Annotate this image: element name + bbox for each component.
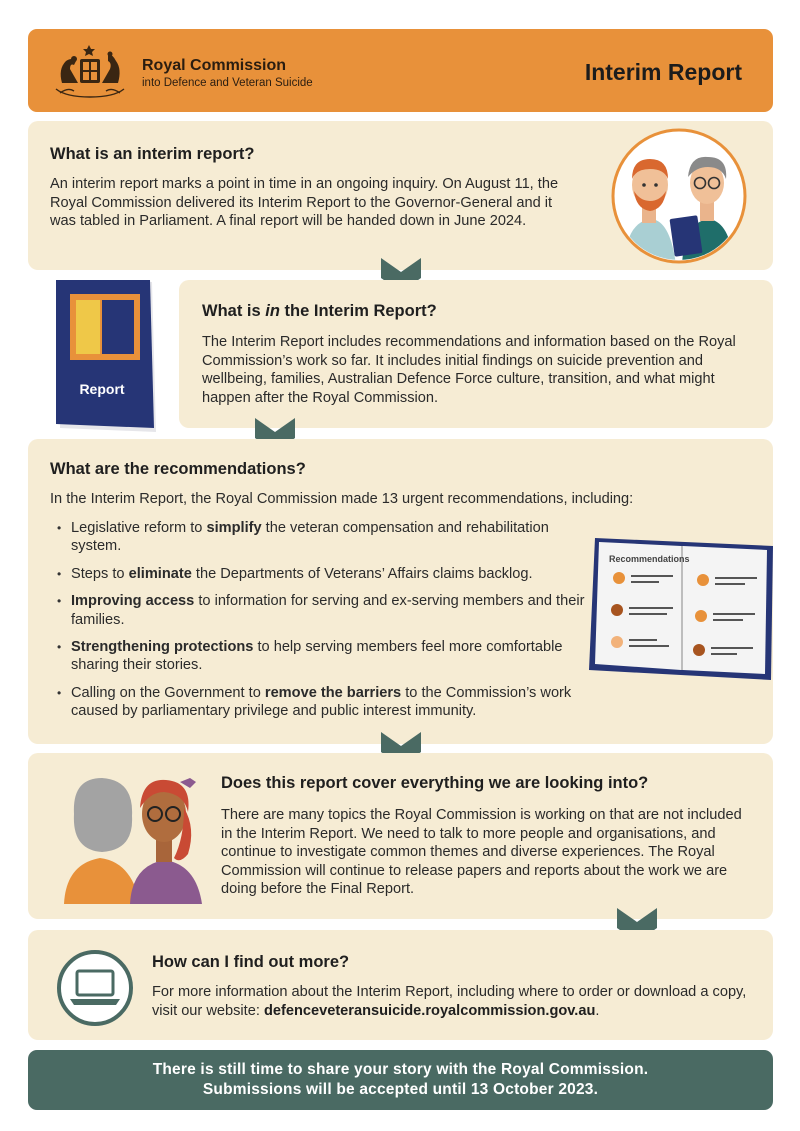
list-item: • Calling on the Government to remove the barriers to the Commission’s work caused by parliamentary privilege and public interest immunity. [55, 684, 590, 721]
two-people-illustration [60, 768, 206, 904]
book-title: Recommendations [609, 554, 690, 564]
book-label: Report [79, 381, 125, 397]
recommendations-book-icon [587, 534, 779, 684]
footer-line-2: Submissions will be accepted until 13 October 2023. [202, 1081, 599, 1098]
document-title: Interim Report [584, 59, 742, 85]
laptop-icon [56, 949, 134, 1027]
list-item: • Strengthening protections to help serving members feel more comfortable sharing their stories. [55, 638, 590, 675]
coat-of-arms-icon [48, 39, 132, 101]
section-body: For more information about the Interim Report, including where to order or download a copy, visit our website: defenceveteransuicide.royalcommission.gov.au. [152, 984, 747, 1019]
two-people-illustration [610, 127, 748, 265]
website-link[interactable]: defenceveteransuicide.royalcommission.gov.au [263, 1002, 596, 1019]
section-what-is-in-report [179, 280, 773, 428]
section-intro: In the Interim Report, the Royal Commission made 13 urgent recommendations, including: [50, 491, 634, 507]
recommendation-list [55, 519, 590, 730]
section-what-is-interim-report [28, 121, 773, 270]
section-body: An interim report marks a point in time in an ongoing inquiry. On August 11, the Royal Commission delivered its Interim Report to the Governor-General and it was tabled in Parliament. A final report will be handed down in June 2024. [50, 176, 559, 230]
section-heading: How can I find out more? [152, 953, 350, 971]
footer-banner [28, 1050, 773, 1110]
section-body: There are many topics the Royal Commission is working on that are not included in the Interim Report. We need to talk to more people and organisations, and continue to investigate common themes and diverse experiences. The Royal Commission will continue to release papers and reports about the work we are doing before the Final Report. [221, 807, 742, 898]
heading-emphasis: in [265, 302, 280, 320]
section-heading: What is in the Interim Report? [202, 302, 437, 320]
section-heading: What is an interim report? [50, 145, 255, 163]
list-item: • Legislative reform to simplify the veteran compensation and rehabilitation system. [55, 519, 590, 556]
section-heading: Does this report cover everything we are looking into? [221, 774, 649, 792]
report-book-icon [52, 278, 162, 434]
section-body: The Interim Report includes recommendations and information based on the Royal Commission’s work so far. It includes initial findings on suicide prevention and wellbeing, families, Australian Defence Force culture, transition, and what might happen after the Royal Commission. [202, 334, 736, 406]
list-item: • Improving access to information for serving and ex-serving members and their families. [55, 592, 590, 629]
org-name: Royal Commission [142, 57, 287, 74]
list-item: • Steps to eliminate the Departments of Veterans’ Affairs claims backlog. [55, 565, 590, 583]
org-subtitle: into Defence and Veteran Suicide [142, 77, 313, 89]
header-banner [28, 29, 773, 112]
section-heading: What are the recommendations? [50, 460, 306, 478]
section-find-out-more [28, 930, 773, 1040]
footer-line-1: There is still time to share your story with the Royal Commission. [152, 1061, 649, 1078]
